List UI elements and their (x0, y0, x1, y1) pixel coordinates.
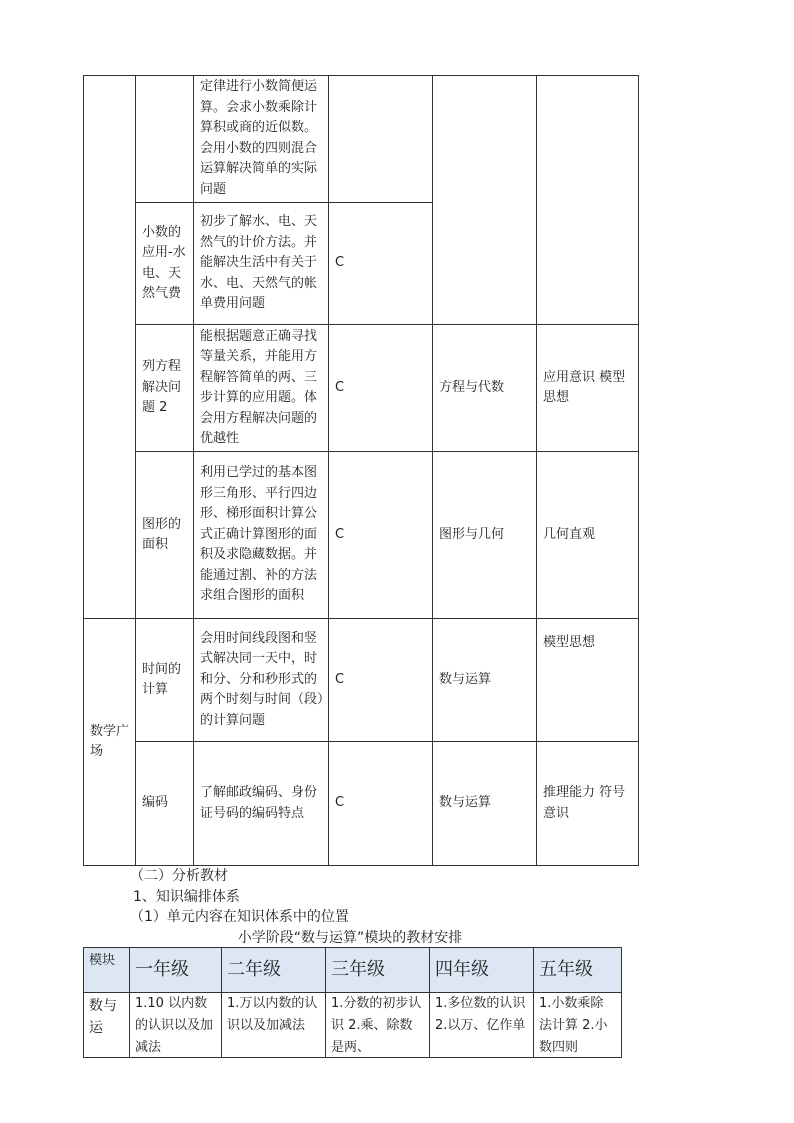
field-cell: 数与运算 (433, 742, 537, 866)
section-heading: （二）分析教材 (130, 868, 228, 884)
description-cell: 会用时间线段图和竖式解决同一天中，时和分、分和秒形式的两个时刻与时间（段）的计算问题 (194, 619, 329, 742)
field-cell: 方程与代数 (433, 325, 537, 452)
header-grade-5: 五年级 (534, 948, 622, 993)
subsection-heading: 1、知识编排体系 (133, 889, 240, 905)
level-cell: C (329, 452, 433, 619)
topic-cell: 列方程解决问题 2 (136, 325, 194, 452)
grade-2-content: 1.万以内数的认识以及加减法 (227, 996, 318, 1033)
topic-cell (136, 76, 194, 203)
topic-cell: 编码 (136, 742, 194, 866)
curriculum-table (83, 75, 639, 866)
level-cell (329, 76, 433, 203)
topic-cell: 图形的面积 (136, 452, 194, 619)
literacy-cell: 推理能力 符号意识 (537, 742, 639, 866)
grade-4-content: 1.多位数的认识 2.以万、亿作单 (435, 996, 526, 1033)
field-cell (433, 76, 537, 325)
header-grade-1: 一年级 (130, 948, 222, 993)
description-cell: 利用已学过的基本图形三角形、平行四边形、梯形面积计算公式正确计算图形的面积及求隐藏数据。并能通过割、补的方法求组合图形的面积 (194, 452, 329, 619)
literacy-cell (537, 76, 639, 325)
description-cell: 了解邮政编码、身份证号码的编码特点 (194, 742, 329, 866)
subsubsection-heading: （1）单元内容在知识体系中的位置 (130, 909, 349, 925)
level-cell: C (329, 203, 433, 325)
header-grade-2: 二年级 (222, 948, 326, 993)
table-caption: 小学阶段“数与运算”模块的教材安排 (237, 930, 463, 946)
grade-1-content: 1.10 以内数的认识以及加减法 (135, 996, 214, 1055)
level-cell: C (329, 742, 433, 866)
module-cell: 数与运 (89, 998, 117, 1036)
literacy-cell: 几何直观 (537, 452, 639, 619)
description-cell: 定律进行小数简便运算。会求小数乘除计算积或商的近似数。会用小数的四则混合运算解决简单的实际问题 (194, 76, 329, 203)
grade-5-content: 1.小数乘除法计算 2.小数四则 (539, 996, 608, 1055)
description-cell: 能根据题意正确寻找等量关系，并能用方程解答简单的两、三步计算的应用题。体会用方程解决问题的优越性 (194, 325, 329, 452)
textbook-arrangement-table (83, 947, 622, 1058)
field-cell: 图形与几何 (433, 452, 537, 619)
header-grade-3: 三年级 (326, 948, 430, 993)
topic-cell: 时间的计算 (136, 619, 194, 742)
topic-cell: 小数的应用-水电、天然气费 (136, 203, 194, 325)
level-cell: C (329, 325, 433, 452)
grade-3-content: 1.分数的初步认识 2.乘、除数是两、 (331, 996, 422, 1055)
literacy-cell: 应用意识 模型思想 (537, 325, 639, 452)
level-cell: C (329, 619, 433, 742)
unit-cell-empty (84, 76, 136, 619)
description-cell: 初步了解水、电、天然气的计价方法。并能解决生活中有关于水、电、天然气的帐单费用问题 (194, 203, 329, 325)
header-module: 模块 (84, 948, 130, 993)
header-grade-4: 四年级 (430, 948, 534, 993)
field-cell: 数与运算 (433, 619, 537, 742)
literacy-cell: 模型思想 (537, 619, 639, 742)
unit-cell: 数学广场 (84, 619, 136, 866)
